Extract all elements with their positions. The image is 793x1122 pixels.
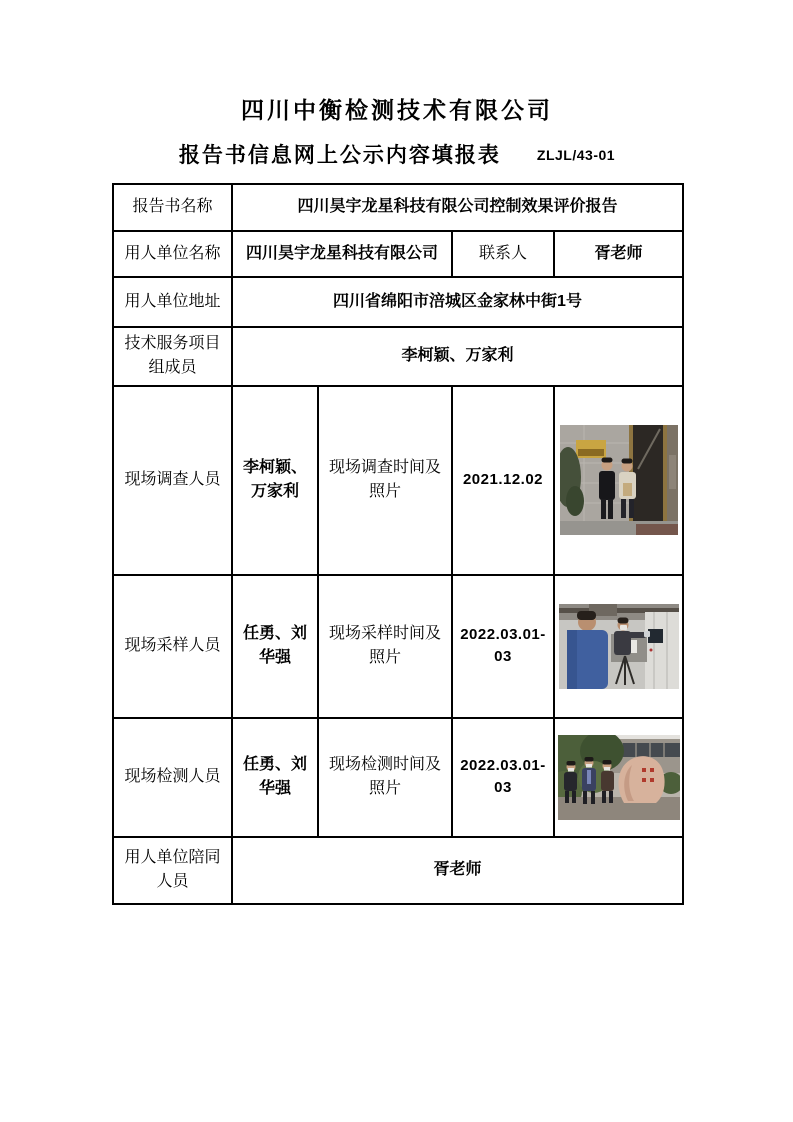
contact-value: 胥老师	[554, 231, 683, 277]
site-sampling-time-label: 现场采样时间及照片	[318, 575, 452, 718]
accompanying-value: 胥老师	[232, 837, 683, 904]
site-survey-label: 现场调查人员	[113, 386, 232, 575]
site-sampling-label: 现场采样人员	[113, 575, 232, 718]
row-employer-name	[113, 231, 683, 277]
site-detection-personnel: 任勇、刘华强	[232, 718, 318, 837]
row-project-team	[113, 327, 683, 386]
contact-label: 联系人	[452, 231, 554, 277]
row-site-sampling	[113, 575, 683, 718]
site-survey-personnel: 李柯颖、万家利	[232, 386, 318, 575]
row-site-detection	[113, 718, 683, 837]
project-team-value: 李柯颖、万家利	[232, 327, 683, 386]
report-name-value: 四川昊宇龙星科技有限公司控制效果评价报告	[232, 184, 683, 231]
form-title-row	[112, 143, 682, 168]
site-detection-label: 现场检测人员	[113, 718, 232, 837]
site-detection-time-label: 现场检测时间及照片	[318, 718, 452, 837]
site-detection-time: 2022.03.01-03	[452, 718, 554, 837]
row-report-name	[113, 184, 683, 231]
site-sampling-time: 2022.03.01-03	[452, 575, 554, 718]
form-title: 报告书信息网上公示内容填报表	[178, 143, 501, 167]
row-employer-address	[113, 277, 683, 327]
entrance-photo-graphic	[560, 425, 678, 535]
form-code: ZLJL/43-01	[536, 147, 616, 164]
employer-name-label: 用人单位名称	[113, 231, 232, 277]
site-survey-photo	[554, 386, 683, 575]
employer-address-value: 四川省绵阳市涪城区金家林中街1号	[232, 277, 683, 327]
sampling-photo-graphic	[559, 604, 679, 689]
site-survey-time-label: 现场调查时间及照片	[318, 386, 452, 575]
employer-name-value: 四川昊宇龙星科技有限公司	[232, 231, 452, 277]
report-name-label: 报告书名称	[113, 184, 232, 231]
site-detection-photo	[554, 718, 683, 837]
accompanying-label: 用人单位陪同人员	[113, 837, 232, 904]
row-site-survey	[113, 386, 683, 575]
report-info-table	[112, 183, 684, 905]
stone-sign-photo-graphic	[558, 735, 680, 820]
company-title: 四川中衡检测技术有限公司	[241, 97, 553, 123]
row-accompanying	[113, 837, 683, 904]
employer-address-label: 用人单位地址	[113, 277, 232, 327]
site-sampling-personnel: 任勇、刘华强	[232, 575, 318, 718]
project-team-label: 技术服务项目组成员	[113, 327, 232, 386]
site-sampling-photo	[554, 575, 683, 718]
site-survey-time: 2021.12.02	[452, 386, 554, 575]
